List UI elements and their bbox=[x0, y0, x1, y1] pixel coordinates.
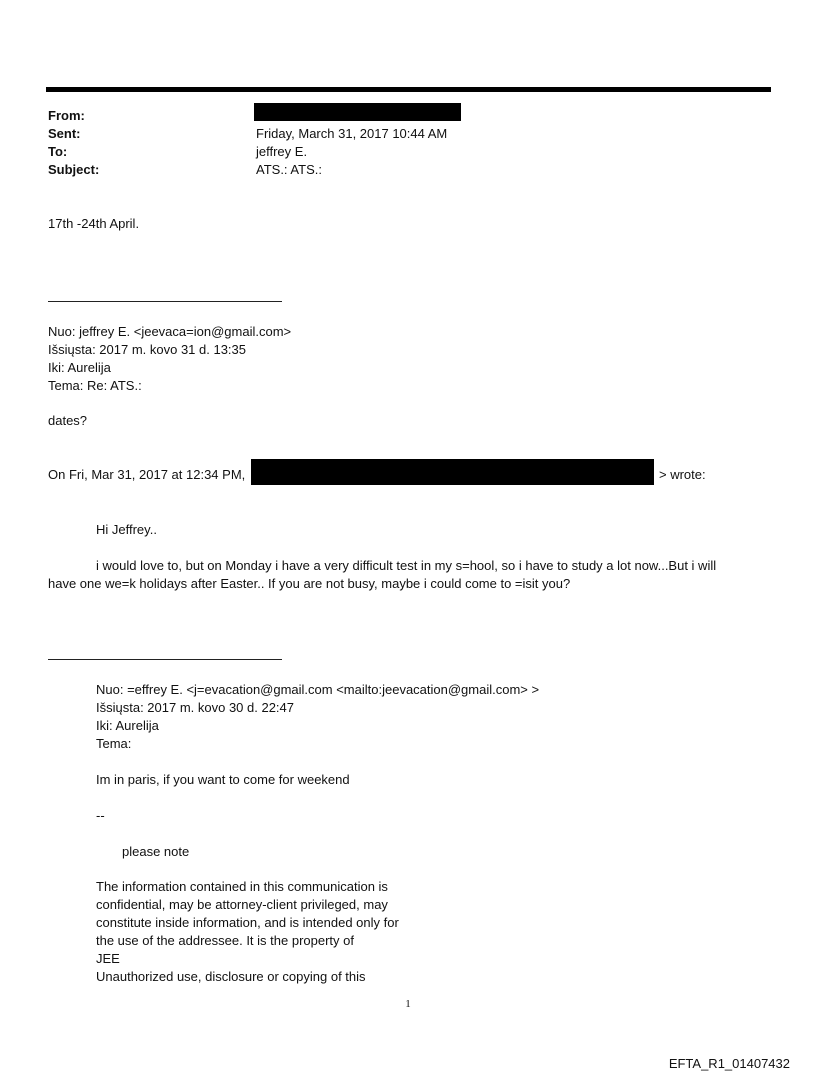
please-note: please note bbox=[122, 844, 190, 859]
sent-value: Friday, March 31, 2017 10:44 AM bbox=[256, 126, 448, 141]
wrote-prefix: On Fri, Mar 31, 2017 at 12:34 PM, bbox=[48, 467, 246, 482]
sender-redaction bbox=[251, 459, 654, 485]
disclaimer-line: The information contained in this communication is bbox=[96, 879, 388, 894]
to-value: jeffrey E. bbox=[256, 144, 308, 159]
quote1-from: Nuo: jeffrey E. <jeevaca=ion@gmail.com> bbox=[48, 324, 292, 339]
disclaimer-line: Unauthorized use, disclosure or copying of this bbox=[96, 969, 366, 984]
separator-line bbox=[48, 301, 282, 302]
quote2-sent: Išsiųsta: 2017 m. kovo 30 d. 22:47 bbox=[96, 700, 295, 715]
separator-line-2 bbox=[48, 659, 282, 660]
quote2-from: Nuo: =effrey E. <j=evacation@gmail.com <mailto:jeevacation@gmail.com> > bbox=[96, 682, 540, 697]
quote1-sent: Išsiųsta: 2017 m. kovo 31 d. 13:35 bbox=[48, 342, 247, 357]
quote2-subject: Tema: bbox=[96, 736, 132, 751]
reply-greeting: Hi Jeffrey.. bbox=[96, 522, 157, 537]
subject-value: ATS.: ATS.: bbox=[256, 162, 322, 177]
quote2-to: Iki: Aurelija bbox=[96, 718, 159, 733]
quote1-to: Iki: Aurelija bbox=[48, 360, 111, 375]
disclaimer-line: the use of the addressee. It is the property of bbox=[96, 933, 354, 948]
quote2-body: Im in paris, if you want to come for weekend bbox=[96, 772, 350, 787]
reply-line-1: i would love to, but on Monday i have a very difficult test in my s=hool, so i have to study a lot now...But i will bbox=[96, 558, 717, 573]
to-label: To: bbox=[48, 144, 68, 159]
message-body: 17th -24th April. bbox=[48, 216, 140, 231]
page-number: 1 bbox=[405, 998, 411, 1010]
disclaimer-line: JEE bbox=[96, 951, 120, 966]
from-redaction bbox=[254, 103, 461, 121]
quote1-subject: Tema: Re: ATS.: bbox=[48, 378, 142, 393]
signature-dashes: -- bbox=[96, 808, 105, 823]
subject-label: Subject: bbox=[48, 162, 100, 177]
top-rule bbox=[46, 87, 771, 92]
quote1-body: dates? bbox=[48, 413, 88, 428]
disclaimer-line: constitute inside information, and is intended only for bbox=[96, 915, 399, 930]
from-label: From: bbox=[48, 108, 85, 123]
wrote-suffix: > wrote: bbox=[659, 467, 706, 482]
document-id: EFTA_R1_01407432 bbox=[668, 1056, 790, 1071]
reply-line-2: have one we=k holidays after Easter.. If you are not busy, maybe i could come to =isit you? bbox=[48, 576, 571, 591]
disclaimer-line: confidential, may be attorney-client privileged, may bbox=[96, 897, 388, 912]
sent-label: Sent: bbox=[48, 126, 81, 141]
